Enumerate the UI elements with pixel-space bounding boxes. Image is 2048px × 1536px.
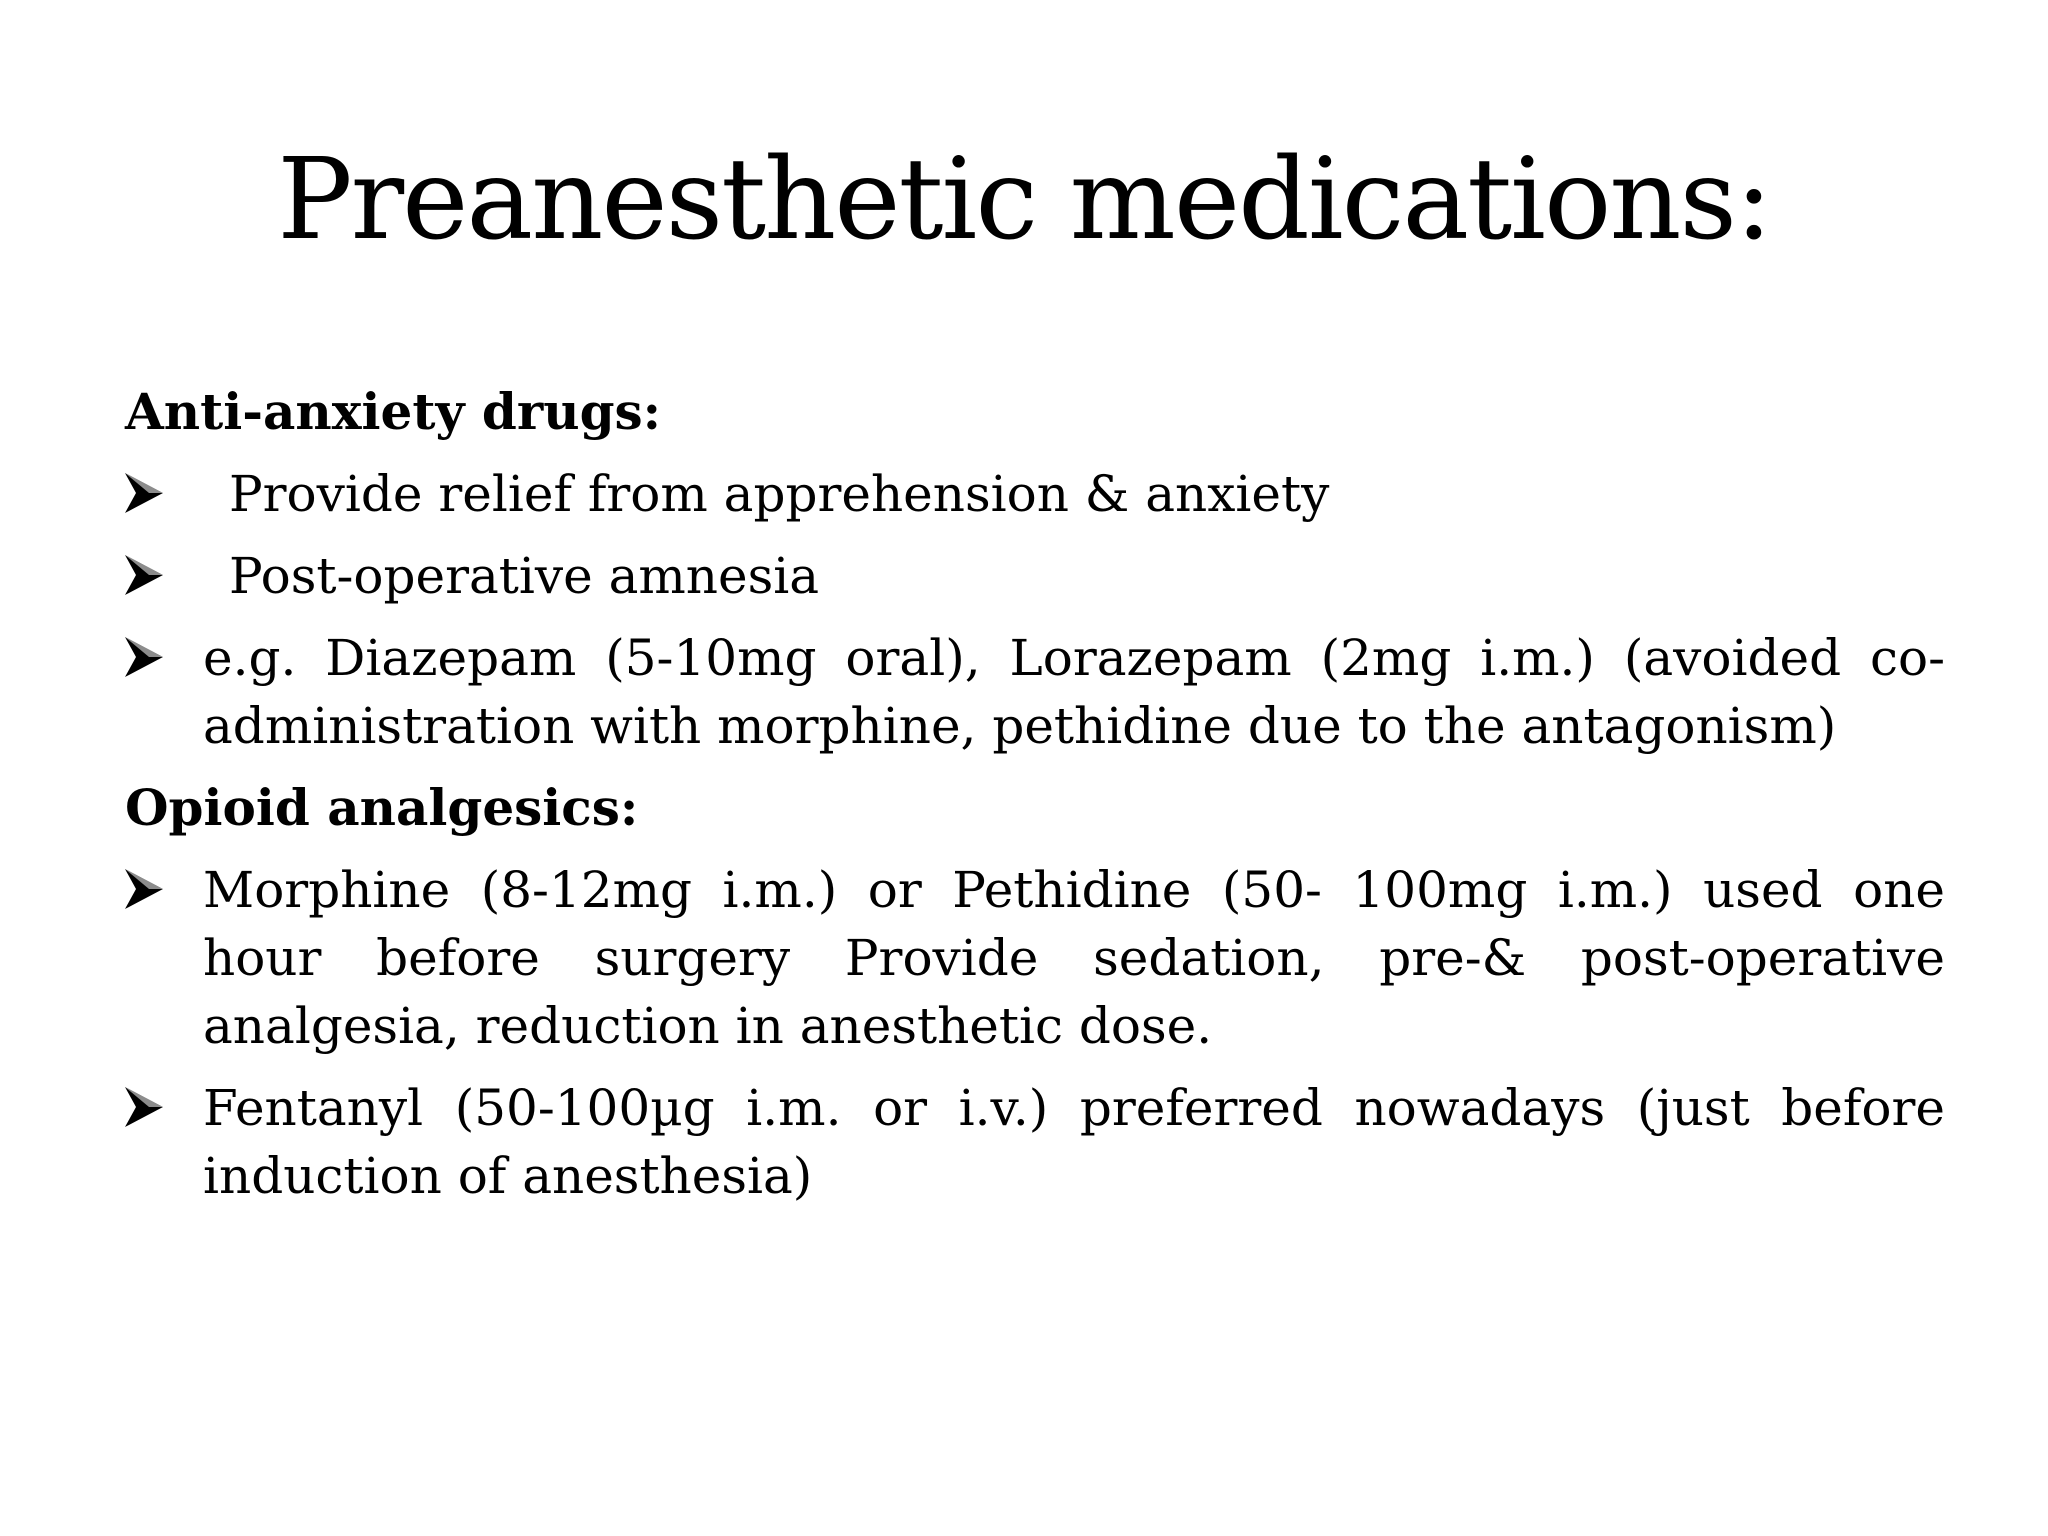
- bullet-text: Provide relief from apprehension & anxiety: [229, 465, 1330, 523]
- arrow-bullet-icon: [125, 555, 163, 595]
- arrow-bullet-icon: [125, 637, 163, 677]
- bullet-item: [125, 542, 1945, 610]
- bullet-item: [125, 856, 1945, 1060]
- arrow-bullet-icon: [125, 473, 163, 513]
- slide-title: Preanesthetic medications:: [277, 135, 1771, 265]
- bullet-text: Morphine (8-12mg i.m.) or Pethidine (50- 100mg i.m.) used one hour before surgery Provide sedation, pre-& post-operative analgesia, reduction in anesthetic dose.: [203, 861, 1945, 1055]
- arrow-bullet-icon: [125, 1087, 163, 1127]
- arrow-bullet-icon: [125, 869, 163, 909]
- bullet-text: Fentanyl (50-100µg i.m. or i.v.) preferred nowadays (just before induction of anesthesia): [203, 1079, 1945, 1205]
- bullet-text: Post-operative amnesia: [229, 547, 820, 605]
- bullet-item: [125, 1074, 1945, 1210]
- section-heading-anti-anxiety: Anti-anxiety drugs:: [125, 382, 662, 441]
- bullet-item: [125, 460, 1945, 528]
- bullet-item: [125, 624, 1945, 760]
- slide-content: [125, 378, 1945, 1224]
- bullet-text: e.g. Diazepam (5-10mg oral), Lorazepam (2mg i.m.) (avoided co-administration with morphine, pethidine due to the antagonism): [203, 629, 1945, 755]
- section-heading-opioid: Opioid analgesics:: [125, 778, 639, 837]
